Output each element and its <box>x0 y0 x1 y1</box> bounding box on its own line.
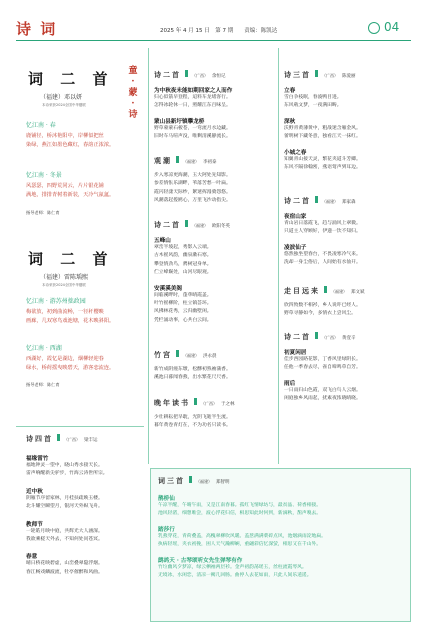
section-body: 欣四致数不相衫，乡人说吓已经人。 野草寻静如今，多情衣上尝风尘。 <box>284 303 361 317</box>
column-logo: 诗 词 <box>16 20 58 38</box>
block-author: （福建）邓以妍 <box>40 94 83 101</box>
block-note: 本诗荣获2024全国中华楹联 <box>42 283 86 287</box>
poem-title: 忆江南 · 春 <box>26 122 56 129</box>
block-note: 本诗荣获2024全国中华楹联 <box>42 103 86 107</box>
section-header: 晚年读书 （广西） 于之林 <box>154 398 235 407</box>
poem-title: 忆江南 · 游苏州拙政园 <box>26 298 86 305</box>
section-divider <box>16 426 144 427</box>
section-body: 少壮耕耘把早耽，光阴飞逝半生流。 暮年黄卷青灯在，不为功名只读书。 <box>154 415 231 429</box>
issue-info: 2025 年 4 月 15 日 第 7 期 责编：陈凯达 <box>160 28 278 34</box>
section-body: 为中秋夜未能如期回家之人而作 归心似箭早登程，迢料车龙堵客行。 怎得冰轮休一日，照耀江东百味呈。 蒙山县新圩镇攀龙桥 野草蒙蒙石板苍，一弯流月水边藏。 旧时车马喧声没，唯剩清溪静流长。 <box>154 88 233 140</box>
column-divider <box>148 48 149 464</box>
vertical-label: 童 · 蒙 · 诗 <box>128 66 138 120</box>
block-title: 词 二 首 <box>28 250 114 268</box>
page-circle-icon <box>368 22 380 34</box>
section-body: 步入寒凉更海潮，玉大阿处先知影。 参差情怅乐湖畔，苇落苦愁一叶扁。 霞闪轻漾天际纱，絮迷挥漫骑怨悠。 风潮落起拨鸥心，万里飞沙动指尖。 <box>154 173 231 204</box>
section-header: 诗二首 （福建） 郑家森 <box>284 196 356 205</box>
featured-body: 鹊桥仙 午凉半醒，午晴午雨，又是江南春暮。孤红飞情绿坊与，最贫晶、荷香相接。 池风轻渚，细想唯尝，波心浮花归信，相思知此时何到，新滴秋，鹊声嗅去。 踏莎行 乳燕穿花，青荷叠盖，高槐翠柳吹风暖。盖葱满满菜碎点风，池烟滴雨淀地扁。 执病轻瑶，夹衣初挽，困人天气瀚柳娴，重翩彩信忆深萤，相思又在千山外。 鹧鸪天 · 古琴颂听女先生弹琴有作 竹垃幽风夕梦凉，绿云栖袖两层衫。金声初韵荡瑶玉，丝柱流霞琴风。 无境冰，水闲恋，清凉一阙几回肠。曲停人去花如雨，只此人间乐逍遥。 <box>158 496 326 579</box>
poem-title: 忆江南 · 西湖 <box>26 345 62 352</box>
poem-body: 鹿铺径，桥沐艳阳中，岸柳似把丝 染绿，燕江如墨色藏红，春韵正浓浓。 <box>26 133 115 148</box>
section-header: 词三首 （福建） 郑智明 <box>158 476 230 485</box>
page-number: 04 <box>384 20 400 34</box>
section-body: 五峰山 翠峦半坡起，秀影入云端。 古木摇风韵，幽泉漱石寒。 攀登情劲鸟，骋树冠身单。 伫立峰巅处，山河尽眼观。 安溪溪美阁 间临溪畔时，蓬荜晴霞盖。 叶竹摇柳阶，柱立镇荟环。 风拂林花秀，云归幽墅闲。 凭栏涌动事，心共白云间。 <box>154 238 212 323</box>
section-header: 诗二首 （广西） 余恒记 <box>154 70 226 79</box>
section-body: 立春 雪白争枝眠，春波鸭目进。 东风载文梦，一夜满田畴。 深秋 沃野青黄薄黄中，粗战迷含雁金风。 蕾明树下藏冬意，独看江天一抹红。 小城之春 知翼青山接天灵，繁花夹道斗芳卿。 东风不隔徐翰密，燕语莺声到耳边。 <box>284 88 361 171</box>
section-body: 夜宿山家 青山岩日落霞飞，趋与涌风上翠微。 只道主人穿顾好，伊递一饮不知归。 凌波仙子 悠然独坐望春台，不畏凌寒冷气来。 洗却一身尘俗后，人间始有水仙开。 <box>284 214 361 266</box>
block-title: 词 二 首 <box>28 70 114 88</box>
poem-body: 梅欲放，初到曲流畅，一径秆樱映 画廊，几双寒鸟戏池塘，花木映斜阳。 <box>26 309 115 324</box>
section-header: 诗二首 （广西） 黄壹辛 <box>284 332 356 341</box>
poem-body: 西湖好，霞忆是湖边，烟柳轻迎春 绿水，桥荷摇曳映碧天，游客恋流连。 <box>26 356 115 371</box>
poem-list: 福缘雷竹 福地钟灵一望中，晓山秀水接天长。 雷声响醒新尖驴步，竹海云涛世所宗。 近中秋 阴雁节序留家林，月桂扶疏映玉楼。 北斗耀空瞬望月，银河天外纵飞舟。 教师节 一轮皓月映中庭，共辉光大人涵深。 我欲乘槎天外去，不知何处问苍冥。 春意 晴日桥花映碧虚，山峦叠翠隐浮烟。 春江畅戏鳞波流，牡亭催醉和风曲。 <box>26 456 108 575</box>
header-divider <box>16 40 411 41</box>
section-header: 观潮 （福建） 李初泰 <box>154 156 217 165</box>
poem-body: 风瑟瑟，四野荒同云，片片银花铺 满地，排排青树着新装，天冷气氤氲。 <box>26 183 115 198</box>
teacher-credit: 指导老师：陈仁育 <box>26 382 60 387</box>
section-header: 竹宫 （福建） 洪永晨 <box>154 350 217 359</box>
section-header: 诗二首 （福建） 欧阳冬英 <box>154 220 230 229</box>
section-header: 走目远来 （福建） 郑文斌 <box>284 286 365 295</box>
section-header: 诗三首 （广西） 陈爱丽 <box>284 70 356 79</box>
section-header: 诗四首 （广西） 梁丰运 <box>26 434 98 443</box>
block-author: （福建）雷陈瑀熙 <box>40 274 89 281</box>
teacher-credit: 指导老师：陈仁育 <box>26 210 60 215</box>
section-body: 新竹成阴瘗东墩，松醪初熟袖蒲香。 溪池日暮闻春燕，出水繁花尺尺香。 <box>154 367 231 381</box>
section-body: 初夏闲居 佳步西园路花影，丁香风里绿阴长。 任他一季春去尽，雀自啼鸣草自芳。 雨后 一日雨归山色霞，双飞白鸟人云烟。 闲庭独乡风雨起，扰素夜浓晓晴晓。 <box>284 350 361 402</box>
column-divider <box>278 48 279 464</box>
poem-title: 忆江南 · 冬景 <box>26 172 62 179</box>
